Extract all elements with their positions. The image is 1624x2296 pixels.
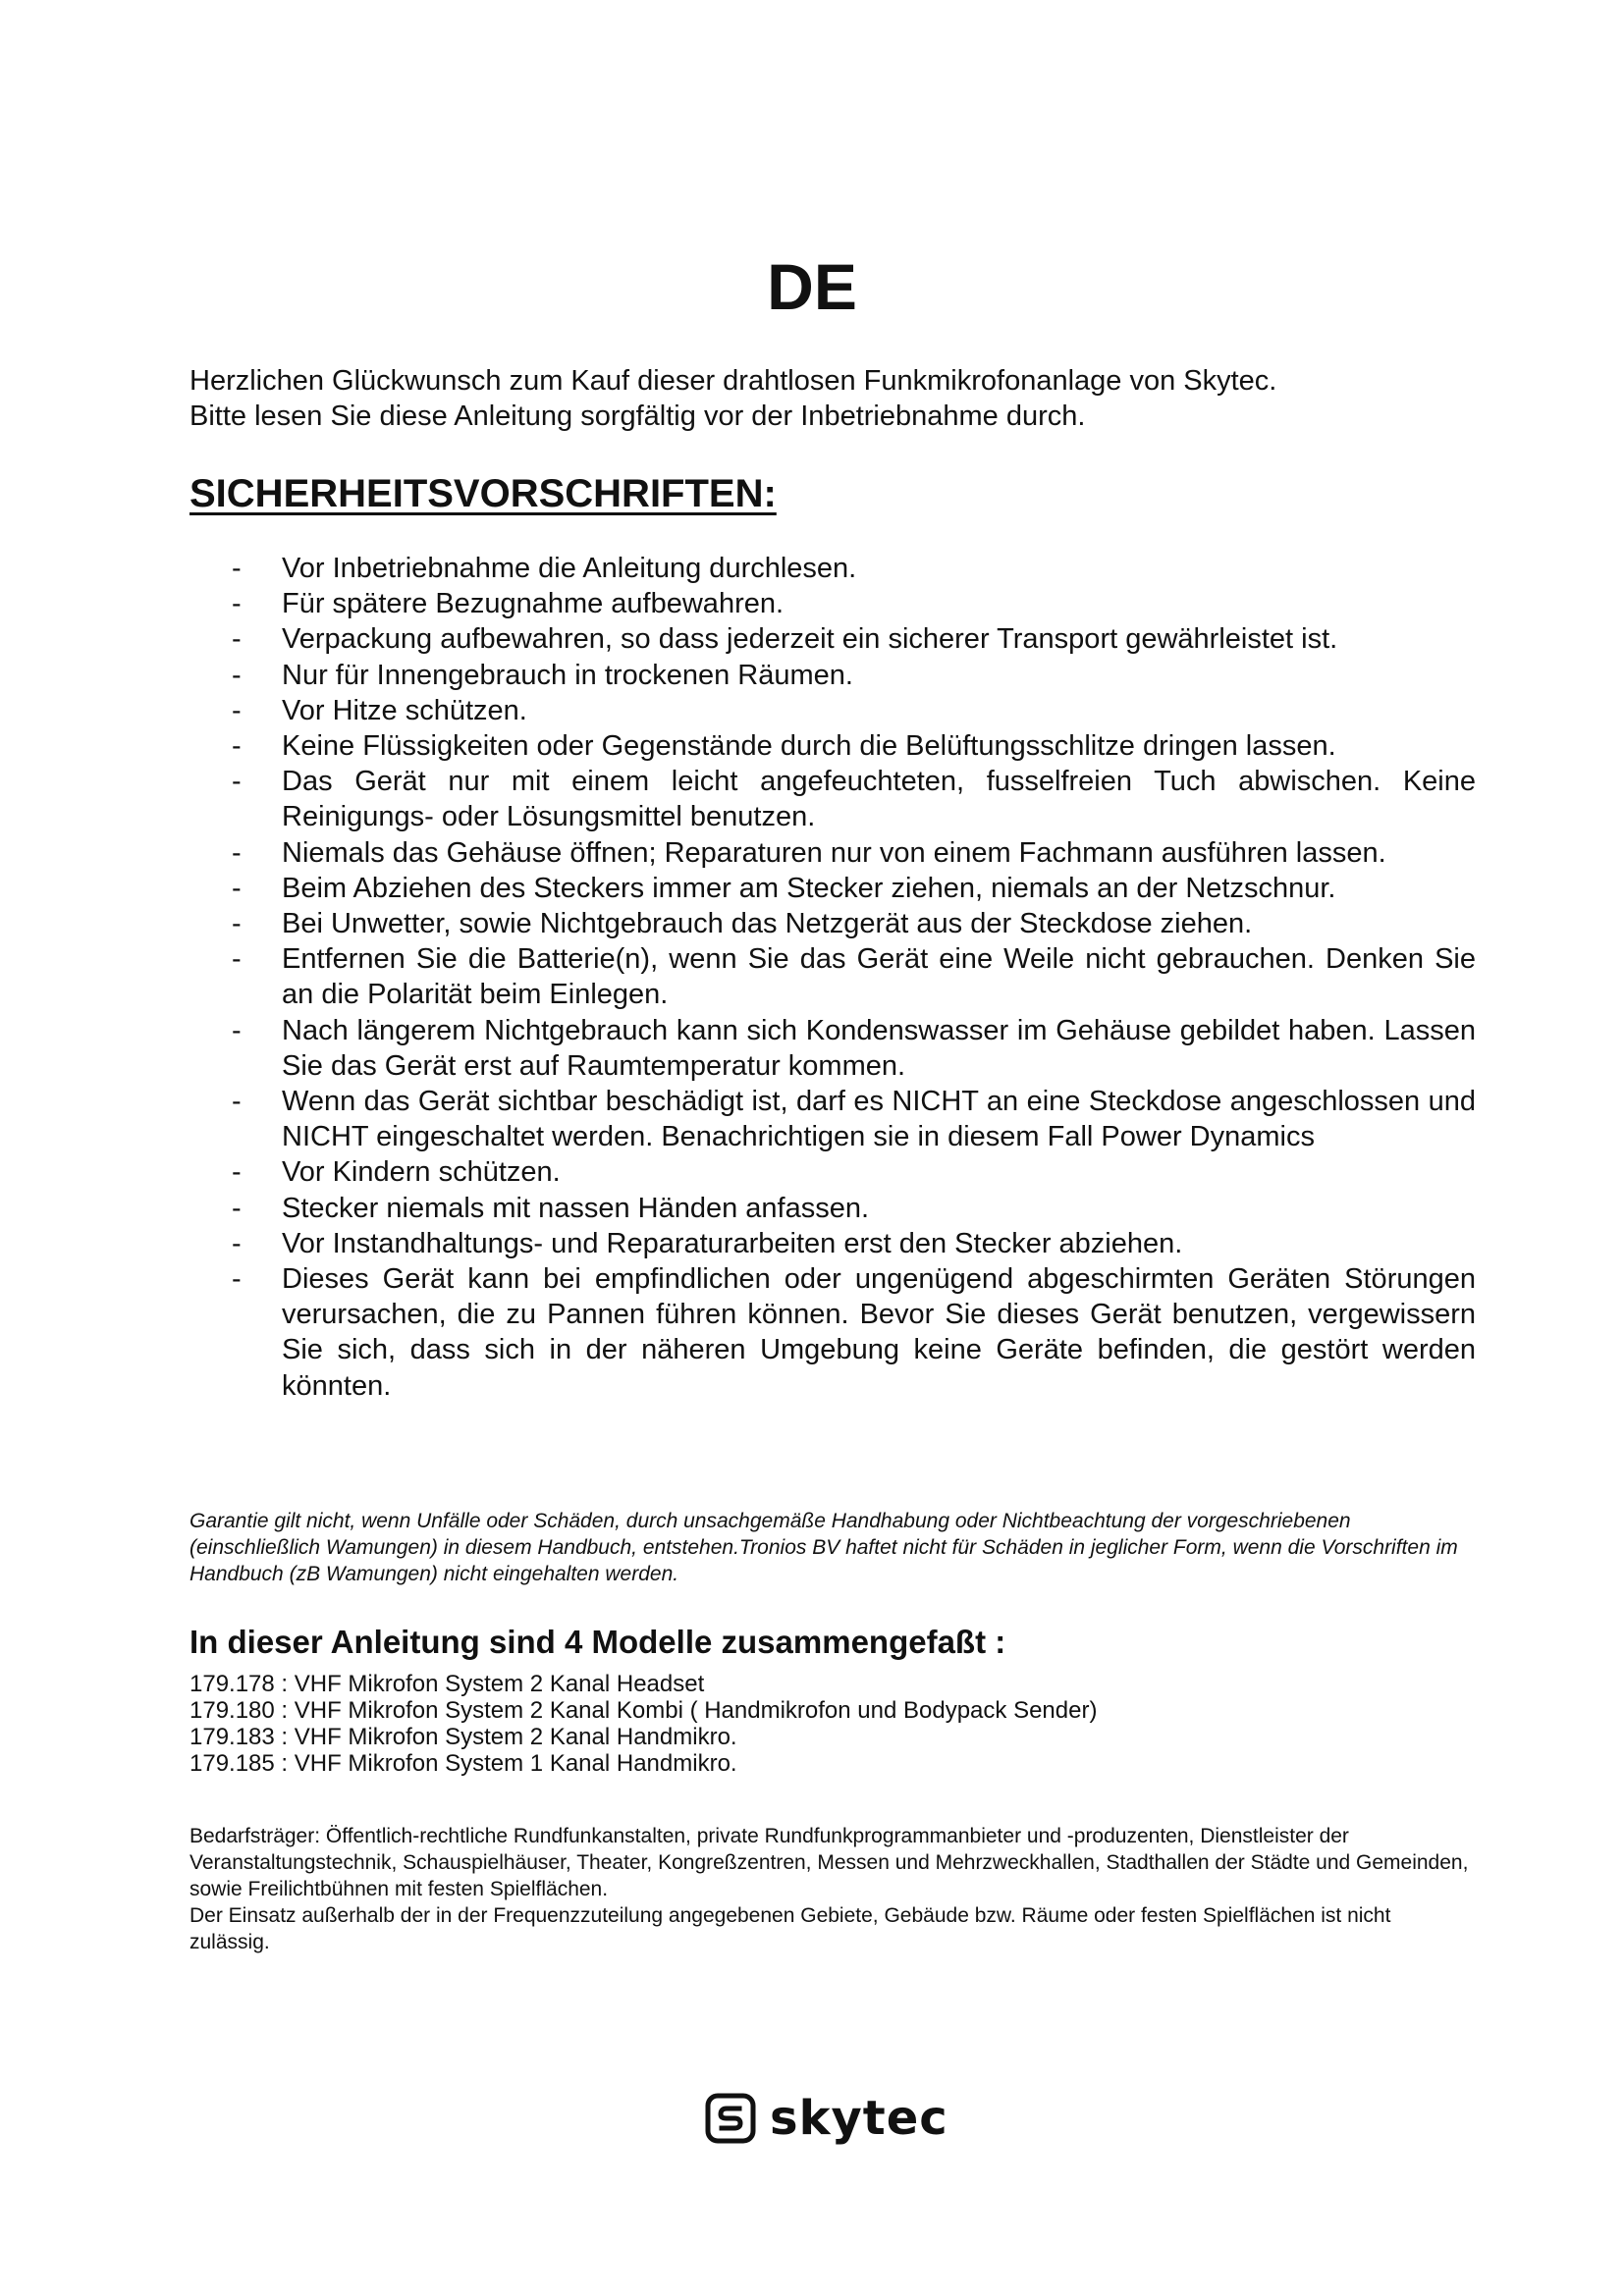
model-item: 179.178 : VHF Mikrofon System 2 Kanal Headset (189, 1671, 705, 1697)
model-item: 179.183 : VHF Mikrofon System 2 Kanal Handmikro. (189, 1724, 737, 1750)
page-title: DE (767, 250, 857, 323)
safety-item (189, 1191, 1476, 1226)
safety-item (189, 941, 1476, 1012)
bullet-dash: - (232, 1086, 242, 1118)
bullet-dash: - (232, 588, 242, 620)
safety-item (189, 871, 1476, 906)
intro-text (189, 363, 1466, 434)
bullet-dash: - (232, 553, 242, 584)
bullet-dash: - (232, 1263, 242, 1296)
notice-paragraph: Bedarfsträger: Öffentlich-rechtliche Rundfunkanstalten, private Rundfunkprogrammanbieter und -produzenten, Dienstleister der Veranstaltungstechnik, Schauspielhäuser, Theater, Kongreßzentren, Messen und Mehrzweckhallen, Stadthallen der Städte und Gemeinden, sowie Freilichtbühnen mit festen Spielflächen. (189, 1825, 1469, 1900)
safety-item-text: Für spätere Bezugnahme aufbewahren. (282, 588, 785, 620)
safety-item-text: Keine Flüssigkeiten oder Gegenstände durch die Belüftungsschlitze dringen lassen. (282, 730, 1336, 763)
intro-line: Herzlichen Glückwunsch zum Kauf dieser drahtlosen Funkmikrofonanlage von Skytec. (189, 365, 1277, 397)
safety-item-text: Stecker niemals mit nassen Händen anfassen. (282, 1192, 870, 1224)
safety-item-text: Bei Unwetter, sowie Nichtgebrauch das Netzgerät aus der Steckdose ziehen. (282, 908, 1253, 940)
safety-item (189, 658, 1476, 693)
safety-item (189, 586, 1476, 621)
bullet-dash: - (232, 872, 242, 904)
bullet-dash: - (232, 730, 242, 763)
safety-item-text: Entfernen Sie die Batterie(n), wenn Sie das Gerät eine Weile nicht gebrauchen. Denken Sie an die Polarität beim Einlegen. (282, 943, 1476, 1011)
safety-item-text: Vor Kindern schützen. (282, 1156, 561, 1189)
safety-item-text: Dieses Gerät kann bei empfindlichen oder ungenügend abgeschirmten Geräten Störungen verursachen, die zu Pannen führen können. Bevor Sie dieses Gerät benutzen, vergewissern Sie sich, dass sich in der näheren Umgebung keine Geräte befinden, die gestört werden könnten. (282, 1263, 1476, 1402)
skytec-s-logo-icon (705, 2093, 756, 2144)
bullet-dash: - (232, 1192, 242, 1224)
safety-item-text: Nach längerem Nichtgebrauch kann sich Kondenswasser im Gehäuse gebildet haben. Lassen Sie das Gerät erst auf Raumtemperatur kommen. (282, 1014, 1476, 1082)
safety-item (189, 1084, 1476, 1154)
safety-item (189, 906, 1476, 941)
models-heading: In dieser Anleitung sind 4 Modelle zusammengefaßt : (189, 1624, 1006, 1660)
safety-item (189, 621, 1476, 657)
safety-item (189, 1154, 1476, 1190)
safety-heading: SICHERHEITSVORSCHRIFTEN: (189, 472, 777, 515)
skytec-wordmark: skytec (770, 2091, 948, 2146)
safety-item-text: Das Gerät nur mit einem leicht angefeuchteten, fusselfreien Tuch abwischen. Keine Reinigungs- oder Lösungsmittel benutzen. (282, 766, 1476, 833)
skytec-logo (705, 2087, 948, 2150)
bullet-dash: - (232, 908, 242, 940)
notice-paragraph: Der Einsatz außerhalb der in der Frequenzzuteilung angegebenen Gebiete, Gebäude bzw. Räume oder festen Spielflächen ist nicht zulässig. (189, 1904, 1391, 1953)
safety-item-text: Niemals das Gehäuse öffnen; Reparaturen nur von einem Fachmann ausführen lassen. (282, 836, 1386, 869)
safety-item (189, 764, 1476, 834)
safety-item-text: Beim Abziehen des Steckers immer am Stecker ziehen, niemals an der Netzschnur. (282, 872, 1336, 904)
intro-line: Bitte lesen Sie diese Anleitung sorgfältig vor der Inbetriebnahme durch. (189, 400, 1086, 432)
bullet-dash: - (232, 659, 242, 691)
safety-item (189, 551, 1476, 586)
bullet-dash: - (232, 766, 242, 798)
safety-item (189, 1261, 1476, 1404)
safety-item (189, 693, 1476, 728)
safety-item (189, 728, 1476, 764)
model-item: 179.185 : VHF Mikrofon System 1 Kanal Handmikro. (189, 1750, 737, 1777)
bullet-dash: - (232, 1014, 242, 1046)
frequency-notice (189, 1823, 1476, 1955)
safety-list (189, 551, 1476, 1404)
bullet-dash: - (232, 836, 242, 869)
bullet-dash: - (232, 1156, 242, 1189)
safety-item-text: Vor Hitze schützen. (282, 694, 527, 726)
safety-item-text: Verpackung aufbewahren, so dass jederzeit ein sicherer Transport gewährleistet ist. (282, 623, 1338, 656)
safety-item-text: Nur für Innengebrauch in trockenen Räumen. (282, 659, 853, 691)
safety-item (189, 1013, 1476, 1084)
warranty-disclaimer: Garantie gilt nicht, wenn Unfälle oder Schäden, durch unsachgemäße Handhabung oder Nichtbeachtung der vorgeschriebenen (einschließlich Wamungen) in diesem Handbuch, entstehen.Tronios BV haftet nicht für Schäden in jeglicher Form, wenn die Vorschriften im Handbuch (zB Wamungen) nicht eingehalten werden. (189, 1510, 1458, 1585)
bullet-dash: - (232, 943, 242, 976)
safety-item (189, 1226, 1476, 1261)
safety-item-text: Vor Instandhaltungs- und Reparaturarbeiten erst den Stecker abziehen. (282, 1227, 1183, 1259)
safety-item-text: Vor Inbetriebnahme die Anleitung durchlesen. (282, 553, 857, 584)
safety-item (189, 835, 1476, 871)
bullet-dash: - (232, 623, 242, 656)
models-list (189, 1671, 1097, 1777)
model-item: 179.180 : VHF Mikrofon System 2 Kanal Kombi ( Handmikrofon und Bodypack Sender) (189, 1697, 1098, 1724)
bullet-dash: - (232, 1227, 242, 1259)
bullet-dash: - (232, 694, 242, 726)
safety-item-text: Wenn das Gerät sichtbar beschädigt ist, darf es NICHT an eine Steckdose angeschlossen und NICHT eingeschaltet werden. Benachrichtigen sie in diesem Fall Power Dynamics (282, 1086, 1476, 1153)
